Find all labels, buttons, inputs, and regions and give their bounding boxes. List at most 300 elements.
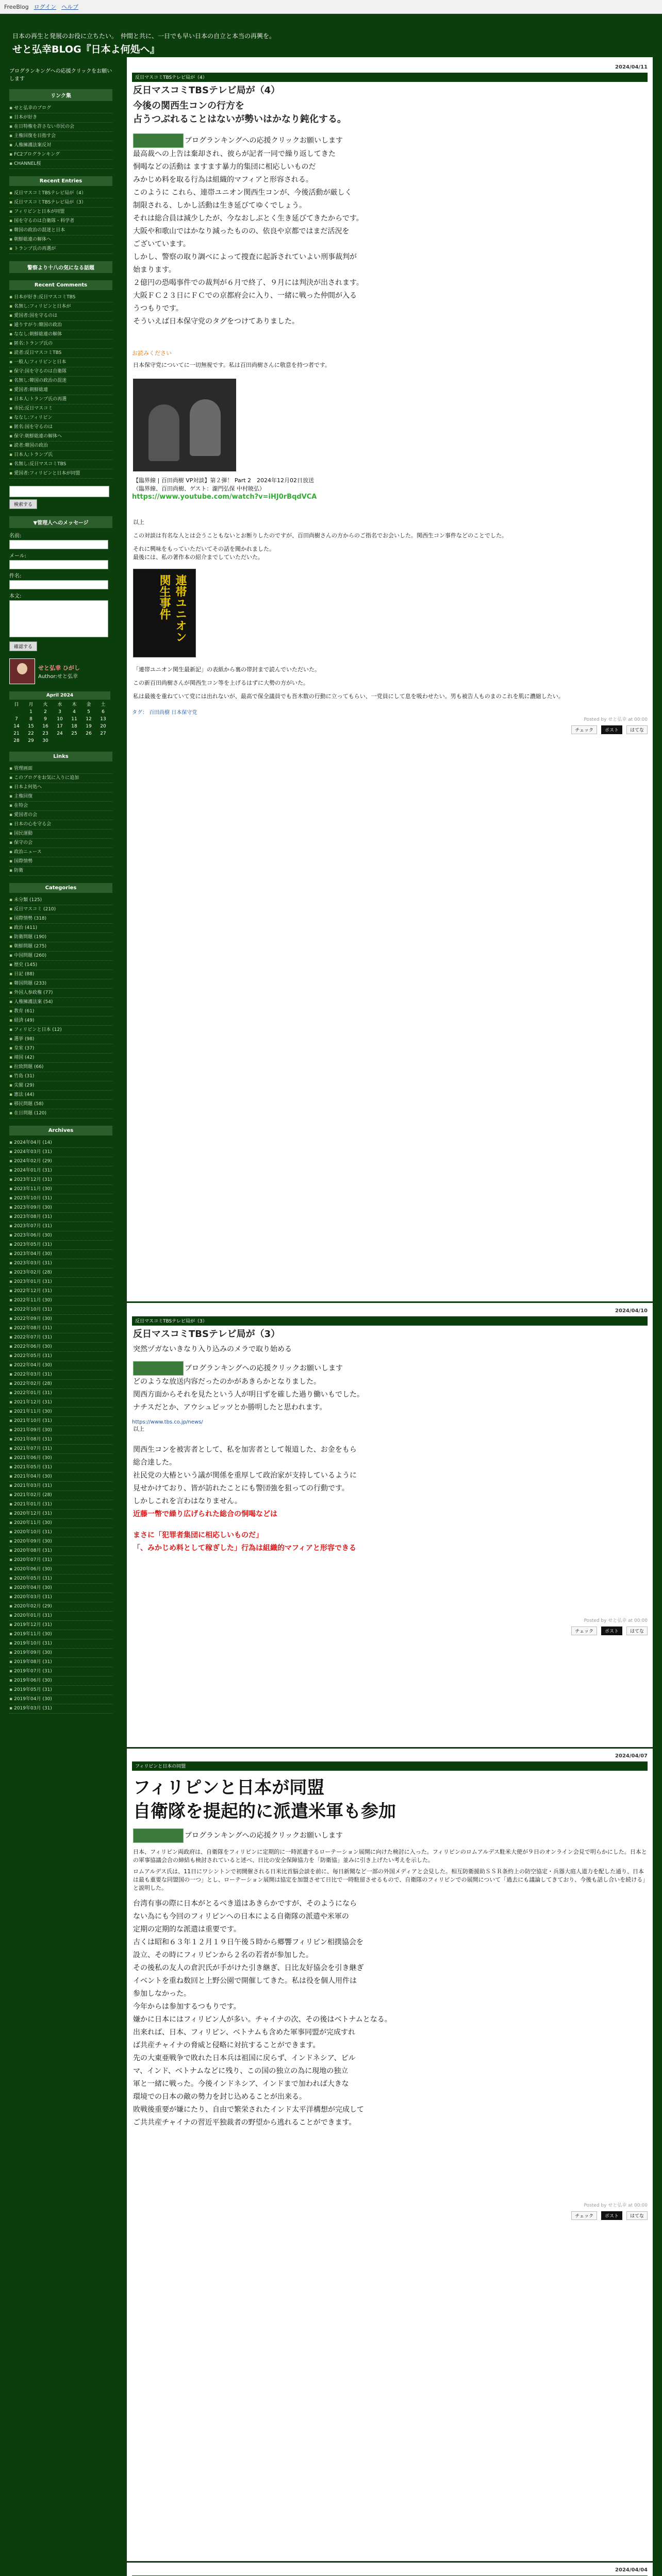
archive-item[interactable] [9,1241,112,1250]
link2-item[interactable] [9,857,112,867]
entry-category[interactable]: 反日マスコミTBSテレビ局が（4） [132,73,648,82]
archive-item[interactable] [9,1333,112,1343]
calendar-date[interactable] [81,737,96,744]
freeblog-label[interactable]: FreeBlog [4,3,29,10]
bullet-icon: ▪ [9,1669,13,1674]
entry-date: 2024/04/10 [615,1308,648,1314]
entry-date: 2024/04/11 [615,64,648,70]
recent-entry-item[interactable] [9,208,112,217]
category-item[interactable] [9,1054,112,1063]
category-item[interactable] [9,970,112,979]
link2-item-label: 主権回復 [14,794,33,799]
bullet-icon: ▪ [9,406,13,411]
recent-comment-item[interactable] [9,293,112,302]
calendar-date[interactable]: 26 [86,731,92,736]
login-link[interactable]: ログイン [34,4,57,10]
bullet-icon: ▪ [9,1687,13,1692]
calendar-date[interactable] [53,737,67,744]
tag-link[interactable]: 日本保守党 [171,710,197,716]
archive-item[interactable] [9,1500,112,1510]
archive-item[interactable] [9,1389,112,1398]
category-item[interactable] [9,933,112,942]
archive-item[interactable] [9,1621,112,1630]
calendar-date[interactable]: 4 [73,709,76,715]
video-link[interactable]: https://www.tbs.co.jp/news/ [132,1419,203,1425]
link2-item[interactable] [9,839,112,848]
category-item[interactable] [9,979,112,989]
archive-item[interactable] [9,1491,112,1500]
archive-item[interactable] [9,1435,112,1445]
archive-item[interactable] [9,1259,112,1268]
share-post-button[interactable]: ポスト [601,2211,622,2220]
recent-entry-item[interactable] [9,198,112,208]
link-item[interactable] [9,132,112,141]
calendar-date[interactable]: 6 [102,709,105,715]
recent-entry-item-label: 朝鮮総連の解体へ [14,237,52,242]
category-item-label: 靖国 (42) [14,1055,35,1060]
body-line: 先の大東亜戦争で敗れた日本兵は祖国に戻らず、インドネシア、ビル [133,2054,356,2062]
archive-item[interactable] [9,1148,112,1157]
bullet-icon: ▪ [9,1418,13,1423]
bullet-icon: ▪ [9,1353,13,1359]
calendar-date[interactable]: 18 [71,724,77,729]
archive-item[interactable] [9,1639,112,1649]
entry-intro: 日本、フィリピン両政府は、自衛隊をフィリピンに定期的に一時派遣するローテーション展開に向けた検討に入った。フィリピンのロムアルデス駐米大使が９日のオンライン会見で明らかにした。日本との軍事協議会合の締結も検討されていると述べ、日比の安全保障協力を「防衛協」並みに引き上げたい考えを示した。 [133,1849,647,1863]
archive-item[interactable] [9,1408,112,1417]
entry-category[interactable]: フィリピンと日本の同盟 [132,1761,648,1771]
archive-item-label: 2023年10月 (31) [14,1196,52,1201]
bullet-icon: ▪ [9,1018,13,1023]
archive-item[interactable] [9,1695,112,1704]
category-item[interactable] [9,1016,112,1026]
entry-body-lines [132,148,648,328]
archive-item[interactable] [9,1519,112,1528]
archive-item[interactable] [9,1593,112,1602]
calendar-date[interactable]: 27 [100,731,106,736]
calendar-date[interactable]: 11 [71,717,77,722]
bullet-icon: ▪ [9,1074,13,1079]
ranking-banner[interactable] [133,1828,184,1843]
category-item-label: 憲法 (44) [14,1092,35,1097]
mail-confirm-button[interactable]: 確認する [9,641,37,651]
entry-paragraph-4: 最後には、私の著作本の紹介までしていただいた。 [133,554,263,561]
calendar-date[interactable]: 19 [86,724,92,729]
entry-paragraph-5: この新百田尚樹さんが関西生コン等を上げるはずに大勢の方がいた。 [133,680,309,686]
calendar-date[interactable]: 21 [13,731,20,736]
share-bar [132,725,648,734]
recent-entry-item[interactable] [9,226,112,235]
link-item[interactable] [9,104,112,113]
calendar-date[interactable]: 12 [86,717,92,722]
recent-entry-item[interactable] [9,189,112,198]
recent-comment-item[interactable] [9,451,112,460]
recent-comment-item[interactable] [9,321,112,330]
recent-comment-item[interactable] [9,312,112,321]
archive-item[interactable] [9,1649,112,1658]
link2-item[interactable] [9,820,112,829]
archive-item-label: 2020年12月 (31) [14,1511,52,1516]
link2-item-label: 日本の心を守る会 [14,822,52,827]
main-content [127,57,653,2576]
category-item[interactable] [9,998,112,1007]
archive-item-label: 2020年11月 (30) [14,1520,52,1526]
bullet-icon: ▪ [9,1279,13,1284]
body-line: 参加しなかった。 [133,1990,191,1998]
calendar-date[interactable]: 15 [28,724,34,729]
archive-item[interactable] [9,1602,112,1612]
calendar-date[interactable]: 20 [100,724,106,729]
category-item[interactable] [9,914,112,924]
help-link[interactable]: ヘルプ [61,4,79,10]
calendar-date[interactable]: 24 [57,731,63,736]
body-line: 環境での日本の敵の勢力を封じ込めることが出来る。 [133,2093,306,2101]
calendar-weekday: 火 [43,702,48,707]
archive-item-label: 2023年02月 (28) [14,1270,52,1275]
recent-comment-item[interactable] [9,358,112,367]
tag-line [132,708,648,716]
bullet-icon: ▪ [9,341,13,346]
calendar-date[interactable] [9,708,24,716]
calendar-date[interactable]: 22 [28,731,34,736]
mail-email-field[interactable] [9,560,108,569]
mail-subject-label: 件名: [9,573,22,579]
archive-item-label: 2020年01月 (31) [14,1613,52,1618]
recent-comment-item[interactable] [9,302,112,312]
archive-item[interactable] [9,1584,112,1593]
bullet-icon: ▪ [9,1289,13,1294]
category-item[interactable] [9,1100,112,1109]
search-input[interactable] [9,486,109,497]
red-line-1: 近藤一幣で繰り広げられた総合の恫喝などは [133,1510,277,1518]
category-item[interactable] [9,1035,112,1044]
archive-item[interactable] [9,1176,112,1185]
link-item[interactable] [9,123,112,132]
archive-item[interactable] [9,1510,112,1519]
category-item[interactable] [9,1063,112,1072]
body-line: 関西生コンを被害者として、私を加害者として報道した、お金をもら [133,1446,357,1454]
archive-item[interactable] [9,1268,112,1278]
archive-item[interactable] [9,1454,112,1463]
archive-item-label: 2019年07月 (31) [14,1669,52,1674]
category-item[interactable] [9,952,112,961]
blog-title[interactable]: せと弘幸BLOG『日本よ何処へ』 [12,44,160,55]
link2-item[interactable] [9,765,112,774]
archive-item[interactable] [9,1565,112,1574]
archive-item[interactable] [9,1704,112,1714]
archive-item[interactable] [9,1537,112,1547]
share-hatena-button[interactable]: はてな [626,725,648,734]
bullet-icon: ▪ [9,369,13,374]
archive-item[interactable] [9,1676,112,1686]
search-button[interactable]: 検索する [9,499,37,509]
archive-item[interactable] [9,1361,112,1370]
book-caption: 「連帯ユニオン関生最新記」の表紙から裏の帯封まで読んでいただいた。 [133,666,320,673]
bullet-icon: ▪ [9,143,13,148]
bullet-icon: ▪ [9,1678,13,1683]
recent-comment-item-label: 匿名:国を守るのは [14,425,53,430]
calendar-date[interactable]: 7 [15,717,18,722]
share-check-button[interactable]: チェック [571,2211,597,2220]
bullet-icon: ▪ [9,1511,13,1516]
archive-item[interactable] [9,1287,112,1296]
archive-item[interactable] [9,1157,112,1166]
entry-separator [127,2561,653,2563]
recent-comment-item[interactable] [9,367,112,377]
archive-item[interactable] [9,1352,112,1361]
archive-item[interactable] [9,1204,112,1213]
mail-widget [9,516,112,651]
entry-subtitle-2: 占うつぶれることはないが勢いはかなり鈍化する。 [133,114,346,125]
bullet-icon: ▪ [9,1196,13,1201]
body-line: 設立、その時にフィリピンから２名の若者が参加した。 [133,1951,313,1959]
archive-item[interactable] [9,1398,112,1408]
archive-item[interactable] [9,1343,112,1352]
archive-item[interactable] [9,1278,112,1287]
archive-item[interactable] [9,1630,112,1639]
category-item[interactable] [9,1044,112,1054]
category-item-label: 拉致問題 (66) [14,1064,44,1070]
body-line: ２億円の恐喝事件での裁判が６月で終了、９月には判決が出されます。 [133,279,363,287]
calendar-date[interactable]: 2 [44,709,47,715]
calendar-title: April 2024 [9,691,110,700]
bullet-icon: ▪ [9,1083,13,1088]
bullet-icon: ▪ [9,840,13,845]
share-check-button[interactable]: チェック [571,1626,597,1635]
archive-item[interactable] [9,1315,112,1324]
category-item[interactable] [9,1081,112,1091]
bullet-icon: ▪ [9,812,13,818]
entry-title[interactable]: 反日マスコミTBSテレビ局が（4） [133,85,280,96]
bullet-icon: ▪ [9,443,13,448]
recent-comment-item[interactable] [9,460,112,469]
category-item-label: 選挙 (98) [14,1037,35,1042]
bullet-icon: ▪ [9,1242,13,1247]
link2-item[interactable] [9,792,112,802]
category-item[interactable] [9,1072,112,1081]
bullet-icon: ▪ [9,1140,13,1145]
calendar-date[interactable] [67,737,81,744]
ranking-banner[interactable] [133,133,184,148]
recent-comment-item[interactable] [9,330,112,340]
link-item[interactable] [9,141,112,150]
share-hatena-button[interactable]: はてな [626,2211,648,2220]
link2-item[interactable] [9,848,112,857]
blog-tagline: 日本の再生と発展のお役に立ちたい。 仲間と共に、一日でも早い日本の自立と本当の再興を。 [12,32,276,40]
entry-title[interactable]: 反日マスコミTBSテレビ局が（3） [133,1329,280,1340]
archive-item[interactable] [9,1213,112,1222]
archive-item[interactable] [9,1686,112,1695]
recent-comment-item[interactable] [9,432,112,442]
category-item-label: 政治 (411) [14,925,38,930]
calendar-date[interactable]: 17 [57,724,63,729]
archive-item[interactable] [9,1482,112,1491]
calendar-date[interactable]: 16 [42,724,48,729]
calendar-date[interactable]: 29 [28,738,34,743]
archive-item[interactable] [9,1370,112,1380]
calendar-date[interactable]: 14 [13,724,20,729]
recent-entries-widget [9,176,112,254]
category-item[interactable] [9,961,112,970]
calendar-date[interactable]: 23 [42,731,48,736]
recent-comment-item[interactable] [9,340,112,349]
archive-item[interactable] [9,1463,112,1472]
recent-comment-item[interactable] [9,377,112,386]
calendar-date[interactable]: 8 [29,717,32,722]
calendar-date[interactable]: 10 [57,717,63,722]
category-item[interactable] [9,942,112,952]
category-item[interactable] [9,1026,112,1035]
bullet-icon: ▪ [9,850,13,855]
tag-link[interactable]: 百田尚樹 [149,710,170,716]
archive-item[interactable] [9,1231,112,1241]
recent-comment-item[interactable] [9,386,112,395]
archive-item[interactable] [9,1528,112,1537]
archive-item[interactable] [9,1667,112,1676]
archive-item[interactable] [9,1250,112,1259]
calendar-date[interactable]: 9 [44,717,47,722]
calendar-date[interactable]: 5 [87,709,90,715]
archive-item[interactable] [9,1380,112,1389]
archive-item-label: 2022年06月 (30) [14,1344,52,1349]
archive-item[interactable] [9,1472,112,1482]
entry-title[interactable]: フィリピンと日本が同盟 [133,1777,325,1798]
archive-item[interactable] [9,1166,112,1176]
bullet-icon: ▪ [9,972,13,977]
mail-subject-field[interactable] [9,580,108,589]
recent-comment-item[interactable] [9,404,112,414]
link2-item[interactable] [9,829,112,839]
recent-entry-item[interactable] [9,235,112,245]
link-item[interactable] [9,150,112,160]
bullet-icon: ▪ [9,1520,13,1526]
profile-name[interactable]: せと弘幸 ひがし [38,664,80,671]
recent-comment-item[interactable] [9,349,112,358]
link2-item-label: 国際情勢 [14,859,33,864]
archive-item-label: 2024年04月 (14) [14,1140,52,1145]
calendar-date[interactable] [96,737,110,744]
archive-item[interactable] [9,1658,112,1667]
link2-item[interactable] [9,867,112,876]
red-line-3: 「、みかじめ料として稼ぎした」行為は組織的マフィアと形容できる [133,1544,356,1552]
bullet-icon: ▪ [9,1697,13,1702]
share-post-button[interactable]: ポスト [601,725,622,734]
archive-item[interactable] [9,1547,112,1556]
link2-item[interactable] [9,802,112,811]
archive-item[interactable] [9,1222,112,1231]
recent-comment-item[interactable] [9,423,112,432]
archive-item-label: 2020年05月 (31) [14,1576,52,1581]
archive-item[interactable] [9,1185,112,1194]
archive-item-label: 2021年03月 (31) [14,1483,52,1488]
link-item-label: FC2ブログランキング [14,152,60,157]
archive-item[interactable] [9,1324,112,1333]
share-check-button[interactable]: チェック [571,725,597,734]
archives-title: Archives [9,1126,112,1136]
calendar-date[interactable]: 1 [29,709,32,715]
bullet-icon: ▪ [9,916,13,921]
mail-body-label: 本文: [9,594,22,599]
bullet-icon: ▪ [9,785,13,790]
recent-comment-item[interactable] [9,395,112,404]
bullet-icon: ▪ [9,999,13,1005]
recent-entry-item[interactable] [9,245,112,254]
body-line: 制限される、しかし活動は生き延びてゆくでしょう。 [133,201,306,210]
bullet-icon: ▪ [9,953,13,958]
calendar-date[interactable]: 30 [42,738,48,743]
calendar-date[interactable]: 25 [71,731,77,736]
category-item[interactable] [9,1109,112,1118]
archive-item-label: 2023年05月 (31) [14,1242,52,1247]
archive-item[interactable] [9,1445,112,1454]
bullet-icon: ▪ [9,990,13,995]
category-item[interactable] [9,896,112,905]
category-item[interactable] [9,1091,112,1100]
archive-item[interactable] [9,1556,112,1565]
archive-item[interactable] [9,1139,112,1148]
video-link[interactable]: https://www.youtube.com/watch?v=iHJ0rBqdVCA [132,493,317,501]
category-item[interactable] [9,924,112,933]
bullet-icon: ▪ [9,1009,13,1014]
recent-comment-item[interactable] [9,414,112,423]
archive-item-label: 2022年02月 (28) [14,1381,52,1386]
archive-item[interactable] [9,1574,112,1584]
bullet-icon: ▪ [9,822,13,827]
bullet-icon: ▪ [9,1159,13,1164]
mail-name-field[interactable] [9,540,108,549]
bullet-icon: ▪ [9,1177,13,1182]
archive-item[interactable] [9,1612,112,1621]
share-hatena-button[interactable]: はてな [626,1626,648,1635]
bullet-icon: ▪ [9,425,13,430]
archive-item[interactable] [9,1194,112,1204]
body-line: イベントを重ね数回と上野公園で開催してきた。私は役を個人用件は [133,1977,357,1985]
calendar-date[interactable]: 3 [58,709,61,715]
archive-item-label: 2019年10月 (31) [14,1641,52,1646]
link2-item[interactable] [9,811,112,820]
bullet-icon: ▪ [9,1224,13,1229]
entry-body-lines [132,1376,648,1414]
calendar-date[interactable]: 13 [100,717,106,722]
category-item[interactable] [9,905,112,914]
category-item[interactable] [9,1007,112,1016]
recent-entry-item[interactable] [9,217,112,226]
recent-comment-item-label: ななし:フィリピン [14,415,53,420]
archive-item-label: 2019年12月 (31) [14,1622,52,1628]
archive-item-label: 2022年08月 (31) [14,1326,52,1331]
mail-body-field[interactable] [9,600,108,637]
archive-item[interactable] [9,1426,112,1435]
recent-comment-item[interactable] [9,442,112,451]
archive-item[interactable] [9,1296,112,1306]
body-line: 総合達した。 [133,1459,176,1467]
archive-item[interactable] [9,1306,112,1315]
archive-item[interactable] [9,1417,112,1426]
link-item[interactable] [9,113,112,123]
bullet-icon: ▪ [9,115,13,120]
entry-category[interactable]: 反日マスコミTBSテレビ局が（3） [132,1316,648,1326]
blog-header [0,14,662,57]
recent-comment-item[interactable] [9,469,112,479]
link-item[interactable] [9,160,112,169]
body-line: ご共共産チャイナの習近平独裁者の野望から逃れることができます。 [133,2119,356,2127]
link2-item[interactable] [9,774,112,783]
calendar-date[interactable]: 28 [13,738,20,743]
share-post-button[interactable]: ポスト [601,1626,622,1635]
link2-item[interactable] [9,783,112,792]
category-item[interactable] [9,989,112,998]
ranking-banner[interactable] [133,1361,184,1376]
bullet-icon: ▪ [9,161,13,166]
